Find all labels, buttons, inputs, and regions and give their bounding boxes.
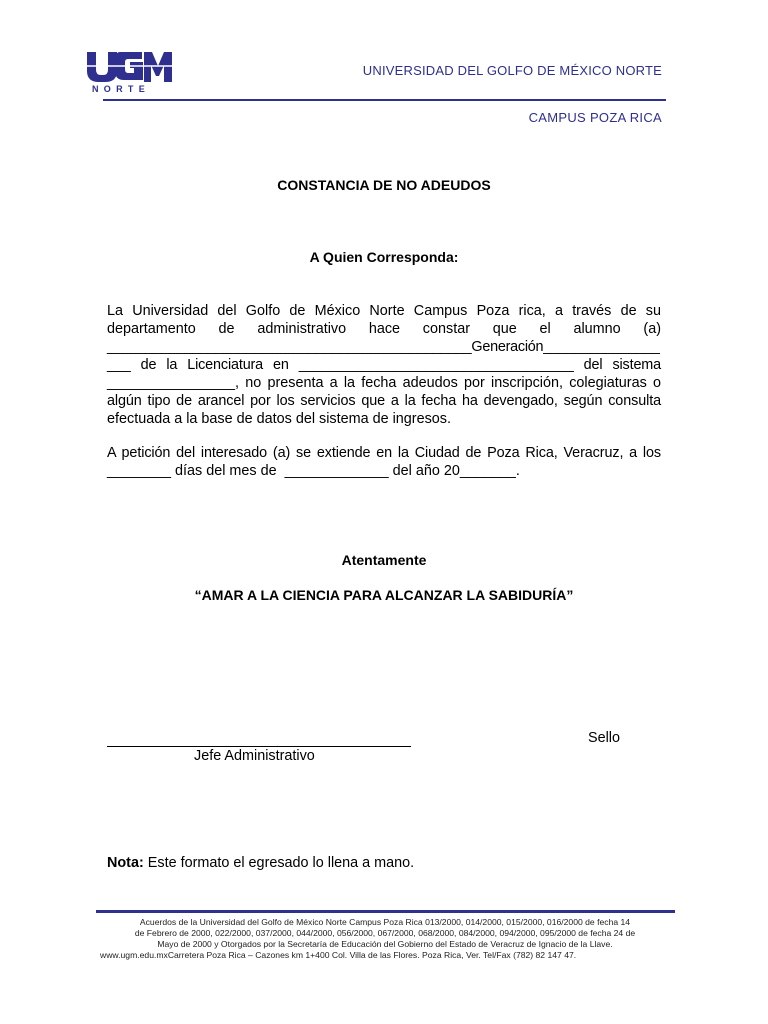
ugm-norte-logo: [84, 48, 176, 94]
paragraph-1: [107, 302, 661, 428]
footer-line: Mayo de 2000 y Otorgados por la Secretaría de Educación del Gobierno del Estado de Veracruz de Ignacio de la Llave.: [157, 939, 613, 949]
paragraph-line: _______________________________________________Generación_______________: [107, 339, 660, 355]
footer: [100, 917, 670, 961]
paragraph-line: A petición del interesado (a) se extiende en la Ciudad de Poza Rica, Veracruz, a los: [107, 445, 661, 461]
campus-name: CAMPUS POZA RICA: [528, 110, 662, 125]
seal-label: Sello: [588, 730, 620, 746]
footer-line: de Febrero de 2000, 022/2000, 037/2000, 044/2000, 056/2000, 067/2000, 068/2000, 084/2000, 094/2000, 095/2000 de fecha 24 de: [134, 928, 636, 938]
logo-subtitle: NORTE: [92, 84, 150, 94]
paragraph-line: algún tipo de arancel por los servicios que a la fecha ha devengado, según consulta: [107, 393, 661, 409]
paragraph-line: efectuada a la base de datos del sistema de ingresos.: [107, 411, 451, 427]
note-text: Este formato el egresado lo llena a mano.: [143, 855, 415, 871]
closing: Atentamente: [341, 552, 427, 568]
header-divider: [103, 99, 666, 101]
paragraph-line: departamento de administrativo hace constar que el alumno (a): [107, 321, 661, 337]
note: [107, 855, 414, 871]
greeting: A Quien Corresponda:: [309, 249, 459, 265]
paragraph-line: ________ días del mes de _____________ del año 20_______.: [107, 463, 520, 479]
note-label: Nota:: [107, 855, 144, 871]
signature-line: [107, 746, 411, 747]
paragraph-line: La Universidad del Golfo de México Norte Campus Poza rica, a través de su: [107, 303, 661, 319]
footer-line: www.ugm.edu.mxCarretera Poza Rica – Cazones km 1+400 Col. Villa de las Flores. Poza Rica, Ver. Tel/Fax (782) 82 147 47.: [100, 950, 577, 960]
footer-line: Acuerdos de la Universidad del Golfo de México Norte Campus Poza Rica 013/2000, 014/2000, 015/2000, 016/2000 de fecha 14: [139, 917, 631, 927]
university-name: UNIVERSIDAD DEL GOLFO DE MÉXICO NORTE: [362, 63, 662, 78]
signature-role: Jefe Administrativo: [194, 748, 315, 764]
document-title: CONSTANCIA DE NO ADEUDOS: [277, 177, 491, 193]
paragraph-line: ___ de la Licenciatura en ___________________________________ del sistema: [107, 357, 661, 373]
footer-divider: [96, 910, 675, 913]
paragraph-2: [107, 444, 661, 480]
paragraph-line: ________________, no presenta a la fecha adeudos por inscripción, colegiaturas o: [107, 375, 661, 391]
motto: “AMAR A LA CIENCIA PARA ALCANZAR LA SABIDURÍA”: [194, 587, 574, 603]
